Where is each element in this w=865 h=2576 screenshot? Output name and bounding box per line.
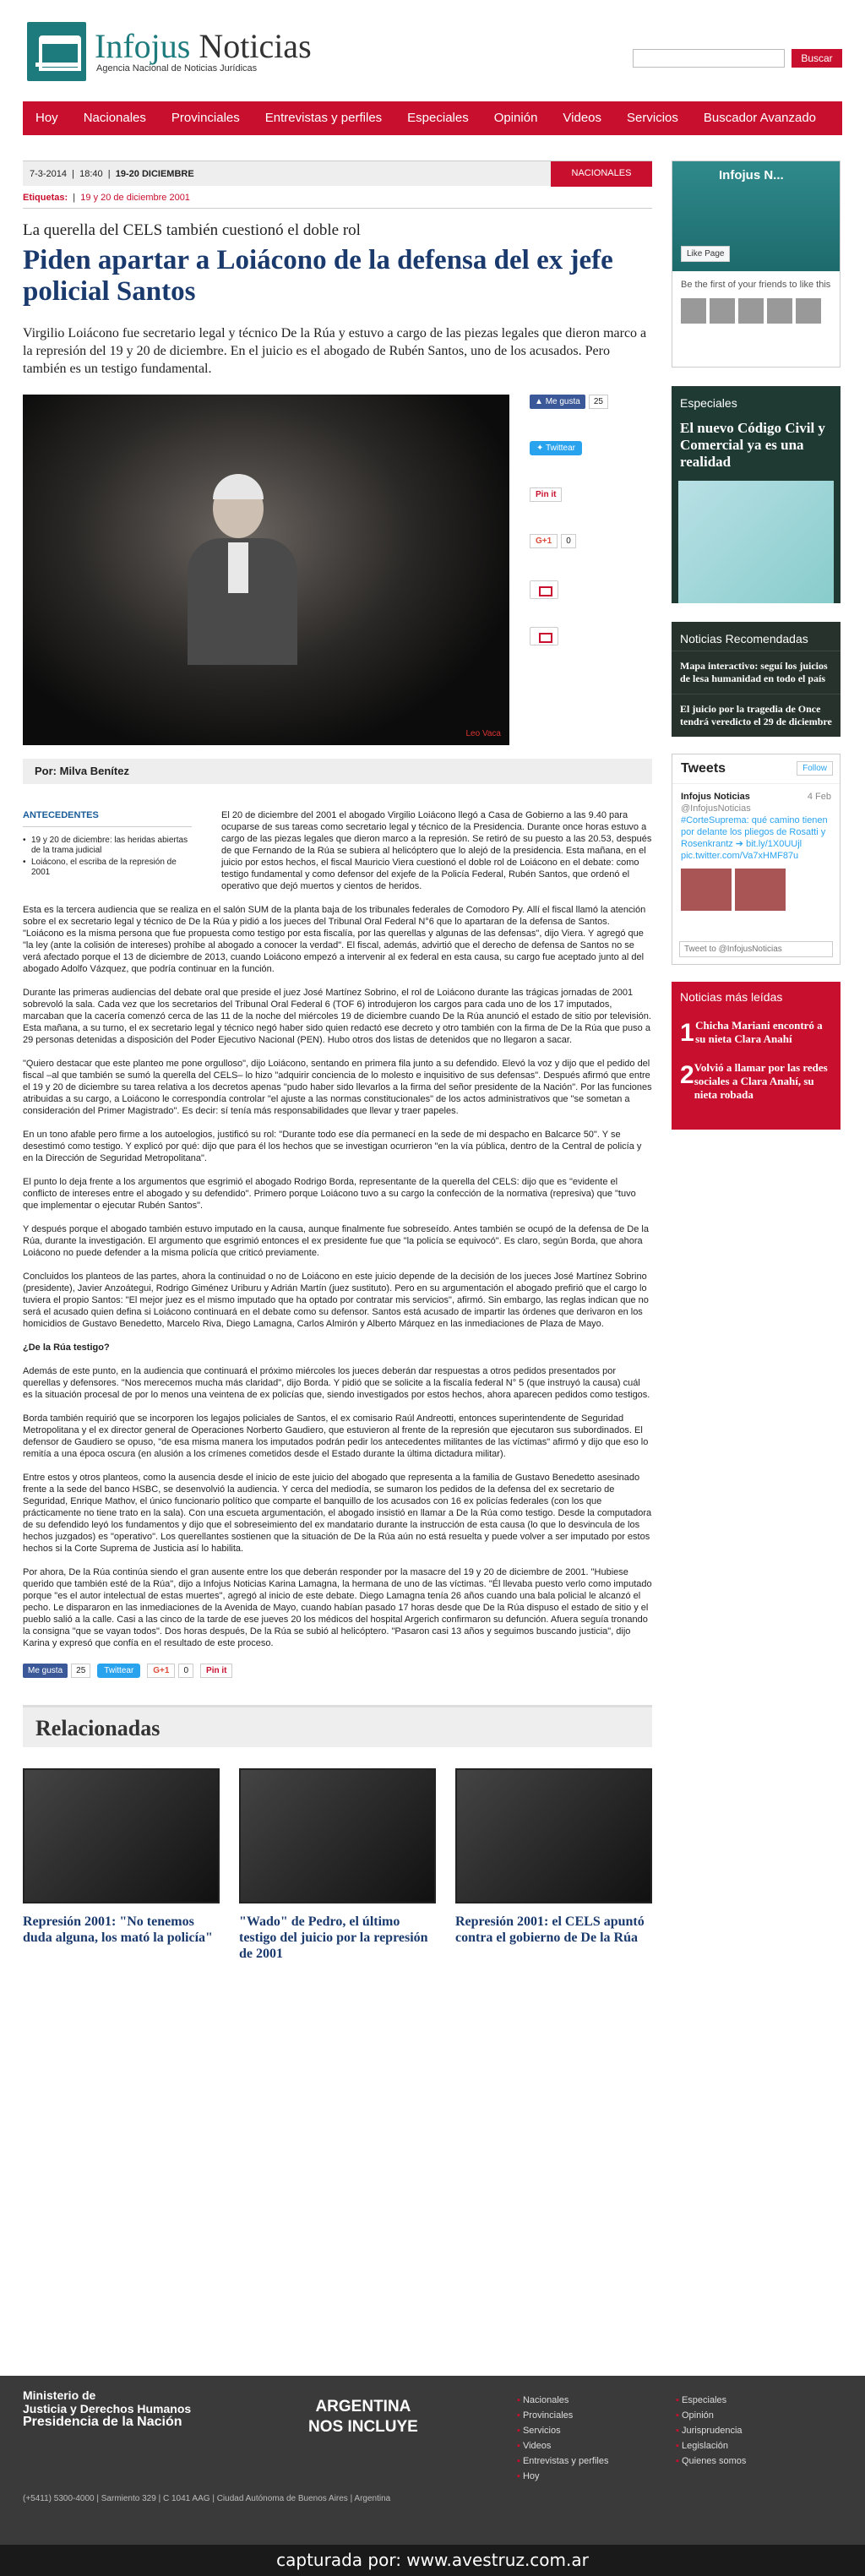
share-bar-bottom xyxy=(23,1661,652,1680)
related-title: Relacionadas xyxy=(23,1705,652,1747)
recomendadas-panel xyxy=(672,622,841,737)
article-lead: Virgilio Loiácono fue secretario legal y técnico De la Rúa y estuvo a cargo de las piezas legales que dieron marco a la represión del 19 y 20 de diciembre. En el juicio es el abogado de Rubén Santos, uno de los acusados. Pero también es un testigo fundamental. xyxy=(23,326,647,376)
nav-videos[interactable]: Videos xyxy=(563,111,602,125)
antecedentes-title: ANTECEDENTES xyxy=(23,809,192,827)
search-input[interactable] xyxy=(633,49,785,68)
nav-opinion[interactable]: Opinión xyxy=(493,111,538,125)
nav-provinciales[interactable]: Provinciales xyxy=(171,111,240,125)
tweet-text[interactable]: #CorteSuprema: qué camino tienen por delante los pliegos de Rosatti y Rosenkrantz ➔ bit.ly/1X0UUjl pic.twitter.com/Va7xHMF87u xyxy=(681,815,828,861)
article-kicker: La querella del CELS también cuestionó el doble rol xyxy=(23,221,361,239)
article-author: Por: Milva Benítez xyxy=(23,759,652,784)
main-nav xyxy=(23,101,842,135)
like-count: 25 xyxy=(71,1664,90,1678)
share-column xyxy=(530,395,652,673)
nav-especiales[interactable]: Especiales xyxy=(407,111,469,125)
email-icon[interactable] xyxy=(530,627,558,645)
mas-leidas-panel: Noticias más leídas 1 Chicha Mariani encontró a su nieta Clara Anahí 2 Volvió a llamar por las redes sociales a Clara Anahí, su nieta robada xyxy=(672,982,841,1130)
gplus-button[interactable]: G+1 xyxy=(147,1664,175,1678)
footer-link[interactable]: Nacionales xyxy=(522,2395,569,2405)
twitter-widget xyxy=(672,754,841,965)
paragraph: Durante las primeras audiencias del debate oral que preside el juez José Martínez Sobrino, el rol de Loiácono durante las trágicas jornadas de 2001 sobrevoló la sala. Cada vez que los secretarios del Tribunal Oral Federal 6 (TOF 6) introdujeron los cargos para cada uno de los 17 imputados, marcaban que la cacería comenzó cerca de las 11 de la noche del miércoles 19 de diciembre cuando De la Rúa anunció el estado de sitio por televisión. Esta mañana, a su turno, el ex secretario legal y técnico negó haber sido quien redactó ese decreto y otro también con la firma de De la Rúa que puso a 29 personas detenidas a disposición del Poder Ejecutivo Nacional (PEN). Hubo otros dos listas de detenidos que no llegaron a sacar. xyxy=(23,988,651,1045)
tweet-date: 4 Feb xyxy=(807,792,831,802)
fb-message: Be the first of your friends to like this xyxy=(681,280,831,290)
footer-link[interactable]: Jurisprudencia xyxy=(681,2426,743,2436)
leida-link[interactable]: Volvió a llamar por las redes sociales a Clara Anahí, su nieta robada xyxy=(694,1061,828,1101)
article-title: Piden apartar a Loiácono de la defensa del ex jefe policial Santos xyxy=(23,245,613,307)
footer-links-2 xyxy=(676,2393,746,2469)
pinterest-button[interactable]: Pin it xyxy=(530,487,562,502)
subheading: ¿De la Rúa testigo? xyxy=(23,1342,110,1353)
footer-link[interactable]: Legislación xyxy=(681,2441,729,2451)
gplus-button[interactable]: G+1 xyxy=(530,534,558,548)
section-badge[interactable]: NACIONALES xyxy=(551,161,652,187)
tags-row: Etiquetas: | 19 y 20 de diciembre 2001 xyxy=(23,193,190,203)
paragraph: "Quiero destacar que este planteo me pone orgulloso", dijo Loiácono, sentando en primera fila junto a su defendido. Elevó la voz y dijo que el pedido del fiscal –al que también se sumó la querella del CELS– lo hizo "adquirir conciencia de lo molesto e inquisitivo de sus defensas". Después afirmó que entre el 19 y 20 de diciembre su tarea relativa a los decretos apenas "pudo haber sido llevarlos a la firma del señor presidente de la Nación". Por las funciones atribuidas a su cargo, a Loiácono le correspondía controlar "el ajuste a las normas constitucionales" de los actos administrativos que "se sometan a consideración del Primer Magistrado". Es decir: sí tenía más responsabilidades que llevar y traer papeles. xyxy=(23,1059,652,1116)
article-date: 7-3-2014 xyxy=(30,169,68,179)
footer-links-1 xyxy=(517,2393,608,2484)
nav-servicios[interactable]: Servicios xyxy=(627,111,678,125)
like-icon: ▲ xyxy=(535,397,546,406)
paragraph: Por ahora, De la Rúa continúa siendo el gran ausente entre los que deberán responder por la masacre del 19 y 20 de diciembre de 2001. "Hubiese querido que también esté de la Rúa", dijo a Infojus Noticias Karina Lamagna, la hermana de uno de las víctimas. "Él llevaba puesto verlo como imputado porque "es el autor intelectual de estas muertes", agregó al inicio de este debate. Diego Lamagna tenía 26 años cuando una bala policial le alcanzó el pecho. Le dispararon en las inmediaciones de la Avenida de Mayo, cuando habían pasado 17 horas desde que De la Rúa dispuso el estado de sitio y el pueblo salió a la calle. Casi a las cinco de la tarde de ese jueves 20 los médicos del hospital Argerich confirmaron su defunción. Afuera seguía tronando la consigna "que se vayan todos". Dos horas después, De la Rúa se subió al helicóptero. "Pasaron casi 13 años y seguimos buscando justicia", dijo Karina y expresó que confía en el resultado de este proceso. xyxy=(23,1567,652,1648)
paragraph: En un tono afable pero firme a los autoelogios, justificó su rol: "Durante todo ese día permanecí en la sede de mi despacho en Balcarce 50". Y se desestimó como testigo. Y explicó por qué: dijo que para él los hechos que se investigan ocurrieron "en la vía pública, dentro de la Central de policía y en la Dirección de Seguridad Metropolitana". xyxy=(23,1130,642,1163)
footer-link[interactable]: Hoy xyxy=(522,2471,540,2481)
pinterest-button[interactable]: Pin it xyxy=(200,1664,232,1678)
logo-icon xyxy=(27,22,86,81)
article-photo xyxy=(23,395,509,745)
facebook-widget xyxy=(672,161,841,368)
ministerio-logo[interactable]: Ministerio de Justicia y Derechos Humanos Presidencia de la Nación xyxy=(23,2388,192,2429)
related-image xyxy=(239,1768,436,1903)
tweet-handle: @InfojusNoticias xyxy=(681,803,751,814)
tweet-user[interactable]: Infojus Noticias xyxy=(681,792,750,802)
tags-label: Etiquetas: xyxy=(23,193,68,203)
meta-bar: 7-3-2014 | 18:40 | 19-20 DICIEMBRE NACIONALES xyxy=(23,161,652,186)
site-header xyxy=(23,20,842,88)
footer-link[interactable]: Videos xyxy=(522,2441,552,2451)
recomendada-link[interactable]: El juicio por la tragedia de Once tendrá veredicto el 29 de diciembre xyxy=(672,694,841,737)
nav-nacionales[interactable]: Nacionales xyxy=(83,111,146,125)
related-card[interactable]: "Wado" de Pedro, el último testigo del juicio por la represión de 2001 xyxy=(239,1768,436,1962)
photo-credit: Leo Vaca xyxy=(465,729,501,738)
paragraph: El punto lo deja frente a los argumentos que esgrimió el abogado Rodrigo Borda, representante de la querella del CELS: dijo que es "evidente el conflicto de intereses entre el abogado y su defendido". Primero porque Loiácono tuvo a su cargo la confección de la normativa (represiva) que "tuvo que implementar o ejecutar Rubén Santos". xyxy=(23,1177,636,1211)
paragraph: Borda también requirió que se incorporen los legajos policiales de Santos, el ex comisario Raúl Andreotti, entonces superintendente de Seguridad Metropolitana y el ex director general de Operaciones Norberto Gaudiero, que estuvieron al frente de la represión que ejecutaron sus subordinados. El defensor de Gaudiero se opuso, "de esa misma manera los imputados podrán pedir los antecedentes militantes de las víctimas" afirmó y dijo que eso lo remitía a una época oscura (en alusión a los crímenes cometidos desde el Estado durante la última dictadura militar). xyxy=(23,1413,649,1459)
nav-buscador[interactable]: Buscador Avanzado xyxy=(703,111,817,125)
especiales-image[interactable] xyxy=(678,481,834,603)
especiales-title: Especiales xyxy=(680,396,737,410)
site-footer xyxy=(0,2376,865,2545)
recomendada-link[interactable]: Mapa interactivo: seguí los juicios de lesa humanidad en todo el país xyxy=(672,651,841,694)
site-tagline: Agencia Nacional de Noticias Jurídicas xyxy=(96,63,258,74)
facebook-like-button[interactable]: Me gusta xyxy=(23,1664,68,1678)
footer-link[interactable]: Provinciales xyxy=(522,2410,574,2421)
paragraph: Esta es la tercera audiencia que se realiza en el salón SUM de la planta baja de los tribunales federales de Comodoro Py. Allí el fiscal llamó la atención sobre el ex secretario legal y técnico de De la Rúa y pidió a los jueces del Tribunal Oral Federal N°6 que lo apartaran de la defensa de Santos. "Loiácono es la misma persona que fue propuesta como testigo por esta fiscalía, por las querellas y algunas de las defensas", dijo Viera. Y agregó que "la ley (ante la colisión de intereses) prohíbe al abogado a conocer la verdad". El fiscal, además, advirtió que el derecho de defensa de Santos no se verá afectado porque el 13 de diciembre de 2013, cuando Loiácono empezó a intervenir al ex federal en esta causa, su cargo fue aceptado junto al del abogado Adolfo Vázquez, que podría continuar en la función. xyxy=(23,905,646,974)
site-logo[interactable] xyxy=(27,22,312,81)
leida-link[interactable]: Chicha Mariani encontró a su nieta Clara Anahí xyxy=(695,1019,823,1045)
related-card[interactable]: Represión 2001: "No tenemos duda alguna, los mató la policía" xyxy=(23,1768,220,1962)
related-image xyxy=(23,1768,220,1903)
search-button[interactable]: Buscar xyxy=(792,49,842,68)
brand-name-b: Noticias xyxy=(199,27,312,65)
mas-leidas-title: Noticias más leídas xyxy=(680,990,783,1004)
gplus-count: 0 xyxy=(178,1664,193,1678)
related-card[interactable]: Represión 2001: el CELS apuntó contra el gobierno de De la Rúa xyxy=(455,1768,652,1962)
especiales-panel xyxy=(672,386,841,603)
paragraph: Entre estos y otros planteos, como la ausencia desde el inicio de este juicio del abogado que representa a la familia de Gustavo Benedetto asesinado frente a la sede del banco HSBC, se desenvolvió la audiencia. Y cerca del mediodía, se sumaron los pedidos de la defensa del ex secretario de Seguridad, Enrique Mathov, el único funcionario político que comparte el banquillo de los acusados con 16 ex policías federales (con los que prácticamente no tiene trato en la sala). Con una escueta argumentación, el abogado insistió en llamar a De la Rúa como testigo. Desde la computadora de su defendido leyó los fundamentos y dijo que el sobreseimiento del ex mandatario durante la instrucción de esta causa (lo que lo desvincula de los hechos juzgados) es "operativo". Los querellantes sostienen que la situación de De la Rúa aún no está resuelta y puede volver a ser imputado por estos hechos si la Corte Suprema de Justicia así lo habilita. xyxy=(23,1473,652,1554)
article-body xyxy=(23,809,652,1649)
paragraph: Y después porque el abogado también estuvo imputado en la causa, aunque finalmente fue sobreseído. Antes también se ocupó de la defensa de De la Rúa, durante la investigación. El argumento que esgrimió entonces el ex presidente fue que "la policía se equivocó". Es claro, según Borda, que ahora Loiácono no puede defender a la misma policía que criticó previamente. xyxy=(23,1224,649,1258)
gplus-count: 0 xyxy=(561,534,576,548)
recomendadas-title: Noticias Recomendadas xyxy=(680,632,808,645)
search-form xyxy=(633,49,842,68)
sidebar xyxy=(672,161,841,1130)
fb-like-page-button[interactable]: Like Page xyxy=(681,246,730,262)
follow-button[interactable]: Follow xyxy=(797,761,833,776)
tweet-input[interactable] xyxy=(679,941,833,957)
argentina-logo: ARGENTINA NOS INCLUYE xyxy=(308,2398,418,2436)
antecedente-link[interactable]: 19 y 20 de diciembre: las heridas abiertas de la trama judicial xyxy=(31,836,188,855)
footer-link[interactable]: Entrevistas y perfiles xyxy=(522,2456,609,2466)
paragraph: Concluidos los planteos de las partes, ahora la continuidad o no de Loiácono en este juicio depende de la decisión de los jueces José Martínez Sobrino (presidente), Javier Anzoátegui, Rodrigo Giménez Uriburu y Adrián Martín (juez sustituto). Pero en su argumentación el abogado prefirió que el cargo lo tuviera el propio Santos: "El mejor juez es el mismo imputado que ha optado por contratar mis servicios", afirmó. Sin embargo, las reglas indican que no será el acusado quien defina si Loiácono continuará en el debate como su defensor. Santos está acusado de impartir las órdenes que derivaron en los homicidios de Gustavo Benedetto, Marcelo Riva, Diego Lamagna, Carlos Almirón y Alberto Márquez en las inmediaciones de Plaza de Mayo. xyxy=(23,1272,649,1329)
antecedentes-box xyxy=(23,809,192,880)
like-count: 25 xyxy=(589,395,608,409)
tweet-button[interactable]: Twittear xyxy=(97,1664,140,1678)
nav-hoy[interactable]: Hoy xyxy=(35,111,58,125)
especiales-link[interactable]: El nuevo Código Civil y Comercial ya es una realidad xyxy=(680,420,825,470)
footer-address: (+5411) 5300-4000 | Sarmiento 329 | C 1041 AAG | Ciudad Autónoma de Buenos Aires | Argentina xyxy=(23,2494,391,2503)
article-time: 18:40 xyxy=(79,169,103,179)
print-icon[interactable] xyxy=(530,580,558,599)
footer-link[interactable]: Opinión xyxy=(681,2410,714,2421)
tag-link[interactable]: 19 y 20 de diciembre 2001 xyxy=(80,193,190,203)
antecedente-link[interactable]: Loiácono, el escriba de la represión de 2001 xyxy=(31,858,177,877)
brand-name: Infojus xyxy=(95,27,191,65)
footer-link[interactable]: Servicios xyxy=(522,2426,561,2436)
twitter-icon: ✦ xyxy=(536,444,546,453)
capture-caption: capturada por: www.avestruz.com.ar xyxy=(0,2545,865,2576)
footer-link[interactable]: Especiales xyxy=(681,2395,727,2405)
paragraph: Además de este punto, en la audiencia que continuará el próximo miércoles los jueces deberán dar respuestas a otros pedidos presentados por querellas y defensores. "Nos merecemos mucha más claridad", dijo Borda. Y pidió que se solicite a la fiscalía federal N° 5 (que instruyó la causa) cuál es la situación procesal de por lo menos una veintena de ex policías que, siendo investigados por estos hechos, ahora aparecen pedidos como testigos. xyxy=(23,1366,650,1400)
footer-link[interactable]: Quienes somos xyxy=(681,2456,747,2466)
main-content xyxy=(23,161,652,1962)
fb-page-name[interactable]: Infojus N... xyxy=(719,168,784,182)
paragraph: El 20 de diciembre del 2001 el abogado Virgilio Loiácono llegó a Casa de Gobierno a las 9.40 para ocuparse de sus tareas como secretario legal y técnico de la Presidencia. Durante once horas estuvo a cargo de las piezas legales que dieron marco a la represión. Se retiró de su puesto a las 20.53, después de que Fernando de la Rúa se subiera al helicóptero que lo alejó de la presidencia. Esta mañana, en el juicio por estos hechos, el fiscal Mauricio Viera cuestionó el doble rol de Loiácono en el debate: como testigo fundamental y como defensor del exjefe de la Policía Federal, Rubén Santos, que ordenó el operativo que dejó muertos y cientos de heridos. xyxy=(221,810,652,891)
tweet-button[interactable]: ✦ Twittear xyxy=(530,441,582,455)
facebook-like-button[interactable]: ▲ Me gusta xyxy=(530,395,585,409)
tweets-title: Tweets xyxy=(672,754,840,784)
related-list xyxy=(23,1768,652,1962)
related-image xyxy=(455,1768,652,1903)
article-event: 19-20 DICIEMBRE xyxy=(115,169,194,179)
nav-entrevistas[interactable]: Entrevistas y perfiles xyxy=(264,111,383,125)
